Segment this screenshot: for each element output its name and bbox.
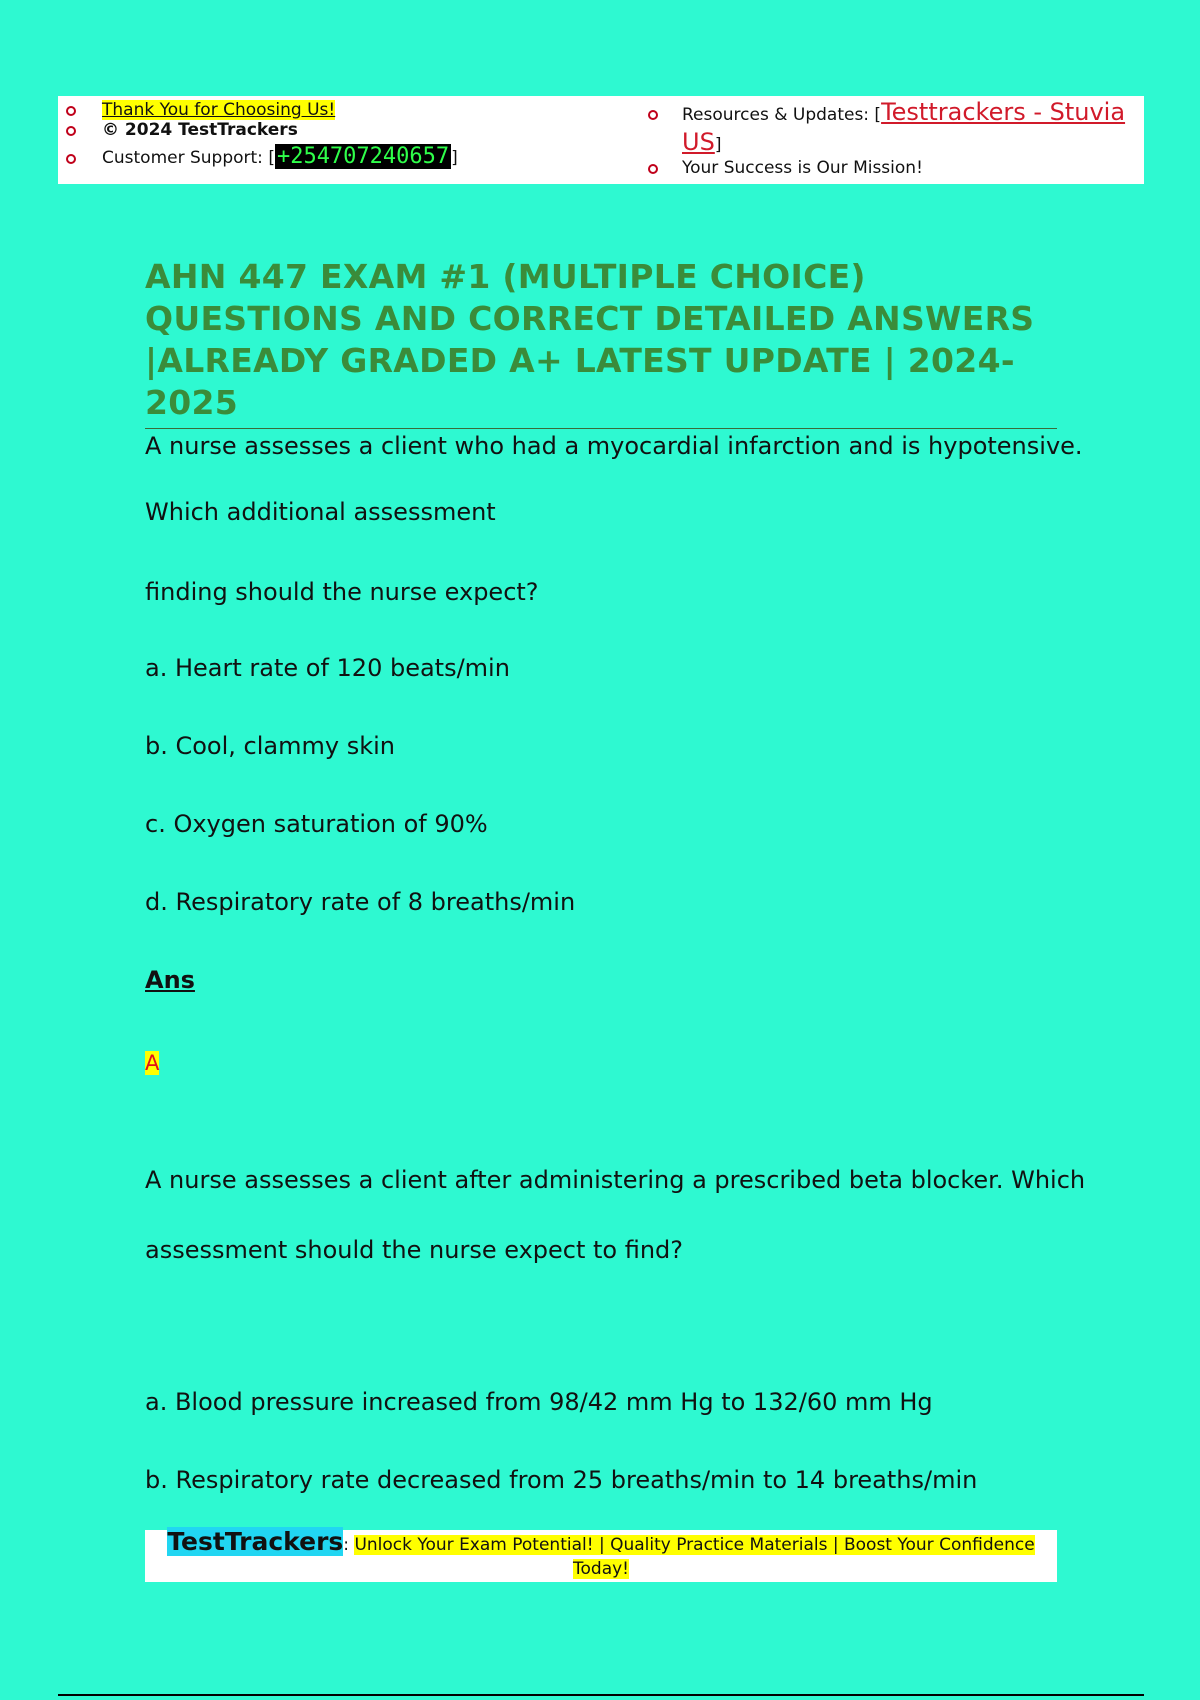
q2-stem-line-2: assessment should the nurse expect to find? — [145, 1236, 684, 1264]
footer-banner — [145, 1527, 1057, 1582]
bullet-icon — [66, 154, 76, 164]
document-title: AHN 447 EXAM #1 (MULTIPLE CHOICE) QUESTIONS AND CORRECT DETAILED ANSWERS |ALREADY GRADED A+ LATEST UPDATE | 2024-2025 — [145, 256, 1057, 429]
resources-close: ] — [714, 135, 722, 155]
resources-item-cont — [682, 128, 721, 156]
footer-separator: : — [343, 1535, 355, 1555]
q1-option-a: a. Heart rate of 120 beats/min — [145, 654, 510, 682]
support-close: ] — [451, 148, 458, 168]
q1-option-d: d. Respiratory rate of 8 breaths/min — [145, 888, 576, 916]
q2-option-a: a. Blood pressure increased from 98/42 mm Hg to 132/60 mm Hg — [145, 1388, 933, 1416]
mission-item — [682, 158, 923, 178]
footer-tagline: Unlock Your Exam Potential! | Quality Practice Materials | Boost Your Confidence — [354, 1535, 1035, 1555]
q1-answer-label: Ans — [145, 966, 195, 994]
bullet-icon — [648, 164, 658, 174]
copyright-text: © 2024 TestTrackers — [102, 120, 298, 140]
q1-stem-line-2: Which additional assessment — [145, 498, 496, 526]
resources-label: Resources & Updates: [ — [682, 105, 882, 125]
page-bottom-rule — [58, 1694, 1144, 1696]
support-label: Customer Support: [ — [102, 148, 275, 168]
copyright-item — [102, 120, 298, 140]
support-phone[interactable]: +254707240657 — [276, 144, 450, 169]
bullet-icon — [66, 126, 76, 136]
bullet-icon — [66, 106, 76, 116]
resources-item — [682, 98, 1125, 126]
footer-line-2 — [145, 1557, 1057, 1581]
q1-option-b: b. Cool, clammy skin — [145, 732, 395, 760]
footer-tagline-cont: Today! — [573, 1559, 629, 1579]
footer-brand: TestTrackers — [167, 1527, 344, 1556]
q1-stem-line-3: finding should the nurse expect? — [145, 578, 539, 606]
resources-link-cont[interactable]: US — [682, 128, 715, 156]
resources-link[interactable]: Testtrackers - Stuvia — [881, 98, 1126, 126]
thanks-text: Thank You for Choosing Us! — [102, 100, 336, 120]
q1-option-c: c. Oxygen saturation of 90% — [145, 810, 488, 838]
mission-text: Your Success is Our Mission! — [682, 158, 923, 178]
footer-line-1 — [145, 1527, 1057, 1557]
q1-stem-line-1: A nurse assesses a client who had a myocardial infarction and is hypotensive. — [145, 432, 1083, 460]
header-banner — [58, 96, 1144, 184]
q1-answer-row — [145, 1048, 159, 1076]
bullet-icon — [648, 110, 658, 120]
thanks-item — [102, 100, 335, 120]
q1-answer-value: A — [145, 1051, 160, 1075]
q2-stem-line-1: A nurse assesses a client after administering a prescribed beta blocker. Which — [145, 1166, 1086, 1194]
q2-option-b: b. Respiratory rate decreased from 25 breaths/min to 14 breaths/min — [145, 1466, 978, 1494]
support-item — [102, 144, 458, 169]
